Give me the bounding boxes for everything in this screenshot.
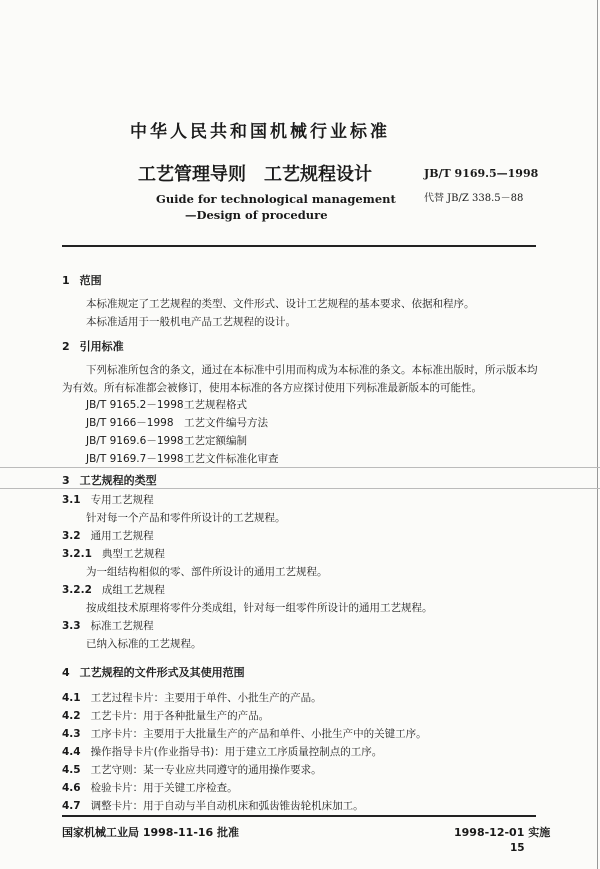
english-title-line1: Guide for technological management xyxy=(156,192,396,206)
replaces-standard: 代替 JB/Z 338.5－88 xyxy=(424,193,524,204)
english-title-line2: —Design of procedure xyxy=(185,208,328,222)
section-2-intro-line2: 为有效。所有标准都会被修订，使用本标准的各方应探讨使用下列标准最新版本的可能性。 xyxy=(62,382,482,394)
standard-code: JB/T 9169.5—1998 xyxy=(424,167,539,180)
scan-edge xyxy=(597,0,598,869)
section-4-item: 4.5 工艺守则：某一专业应共同遵守的通用操作要求。 xyxy=(62,764,322,776)
effective-date: 1998-12-01 实施 xyxy=(454,826,551,839)
section-2-intro-line1: 下列标准所包含的条文，通过在本标准中引用而构成为本标准的条文。本标准出版时，所示版本均 xyxy=(86,364,538,376)
section-1-heading: 1 范围 xyxy=(62,274,102,287)
page-number: 15 xyxy=(510,842,525,854)
section-1-paragraph-2: 本标准适用于一般机电产品工艺规程的设计。 xyxy=(86,316,296,328)
scan-artifact-line xyxy=(0,488,600,489)
section-3-2-heading: 3.2 通用工艺规程 xyxy=(62,530,154,542)
section-3-3-heading: 3.3 标准工艺规程 xyxy=(62,620,154,632)
section-4-item: 4.2 工艺卡片：用于各种批量生产的产品。 xyxy=(62,710,270,722)
section-3-heading: 3 工艺规程的类型 xyxy=(62,474,157,487)
section-3-2-1-desc: 为一组结构相似的零、部件所设计的通用工艺规程。 xyxy=(86,566,328,578)
reference-item: JB/T 9169.6－1998工艺定额编制 xyxy=(86,435,247,447)
section-3-1-desc: 针对每一个产品和零件所设计的工艺规程。 xyxy=(86,512,286,524)
section-2-heading: 2 引用标准 xyxy=(62,340,124,353)
section-4-item: 4.6 检验卡片：用于关键工序检查。 xyxy=(62,782,238,794)
footer-divider xyxy=(62,815,536,817)
section-3-2-2-desc: 按成组技术原理将零件分类成组，针对每一组零件所设计的通用工艺规程。 xyxy=(86,602,433,614)
issuing-organization: 中华人民共和国机械行业标准 xyxy=(130,122,390,142)
section-3-2-1-heading: 3.2.1 典型工艺规程 xyxy=(62,548,165,560)
section-3-3-desc: 已纳入标准的工艺规程。 xyxy=(86,638,202,650)
section-3-1-heading: 3.1 专用工艺规程 xyxy=(62,494,154,506)
section-1-paragraph-1: 本标准规定了工艺规程的类型、文件形式、设计工艺规程的基本要求、依据和程序。 xyxy=(86,298,475,310)
section-4-item: 4.3 工序卡片：主要用于大批量生产的产品和单件、小批生产中的关键工序。 xyxy=(62,728,427,740)
section-4-heading: 4 工艺规程的文件形式及其使用范围 xyxy=(62,666,245,679)
reference-item: JB/T 9169.7－1998工艺文件标准化审查 xyxy=(86,453,279,465)
reference-item: JB/T 9166－1998 工艺文件编号方法 xyxy=(86,417,268,429)
approval-line: 国家机械工业局 1998-11-16 批准 xyxy=(62,826,240,839)
scan-artifact-line xyxy=(0,467,600,468)
section-4-item: 4.4 操作指导卡片(作业指导书)：用于建立工序质量控制点的工序。 xyxy=(62,746,383,758)
reference-item: JB/T 9165.2－1998工艺规程格式 xyxy=(86,399,247,411)
section-4-item: 4.1 工艺过程卡片：主要用于单件、小批生产的产品。 xyxy=(62,692,322,704)
document-title: 工艺管理导则 工艺规程设计 xyxy=(138,164,372,185)
section-4-item: 4.7 调整卡片：用于自动与半自动机床和弧齿锥齿轮机床加工。 xyxy=(62,800,364,812)
section-3-2-2-heading: 3.2.2 成组工艺规程 xyxy=(62,584,165,596)
header-divider xyxy=(62,245,536,247)
